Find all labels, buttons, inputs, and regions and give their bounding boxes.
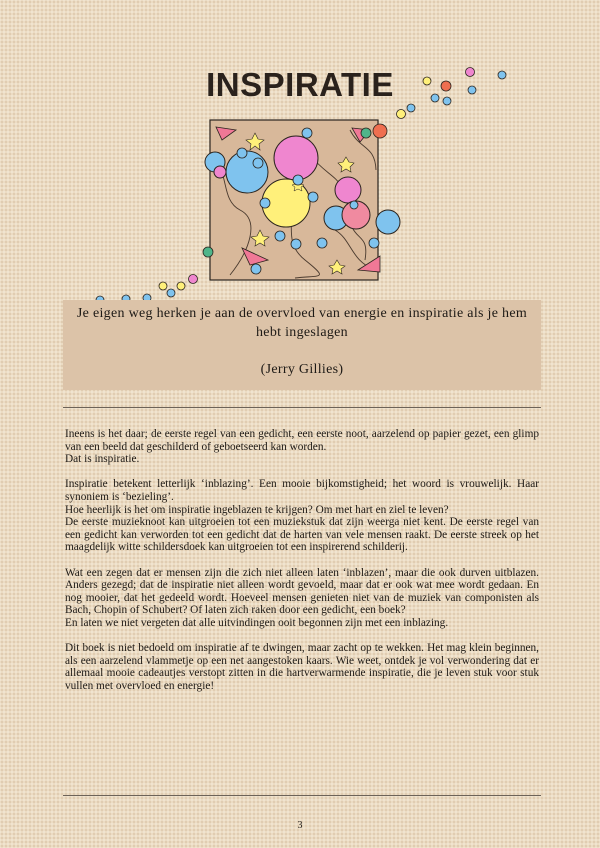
text-line: Dit boek is niet bedoeld om inspiratie af te dwingen, maar zacht op te wekken. Het mag klein beginnen, als een aarzelend vlammetje op een net aangestoken kaars. Wie weet, ontdek je vol verwondering dat er allemaal mooie cadeautjes verstopt zitten in die hartverwarmende inspiratie, die je leven stuk voor stuk vullen met overvloed en energie! <box>65 642 539 692</box>
divider-bottom <box>63 795 541 796</box>
paragraph-4 <box>65 642 539 692</box>
text-line: Ineens is het daar; de eerste regel van een gedicht, een eerste noot, aarzelend op papier gezet, een glimp van een beeld dat geschilderd of geboetseerd kan worden. <box>65 428 539 453</box>
quote-author: (Jerry Gillies) <box>260 362 344 377</box>
divider-top <box>63 407 541 408</box>
page-title: INSPIRATIE <box>206 66 394 103</box>
page-number: 3 <box>297 820 303 831</box>
paragraph-3 <box>65 567 539 630</box>
paragraph-1 <box>65 428 539 466</box>
text-line: En laten we niet vergeten dat alle uitvindingen ooit begonnen zijn met een inblazing. <box>65 616 449 629</box>
quote-text: Je eigen weg herken je aan de overvloed van energie en inspiratie als je hem hebt ingeslagen <box>76 306 528 340</box>
text-line: Inspiratie betekent letterlijk ‘inblazing’. Een mooie bijkomstigheid; het woord is vrouwelijk. Haar synoniem is ‘bezieling’. <box>65 478 539 503</box>
paragraph-2 <box>65 478 539 554</box>
text-line: De eerste muzieknoot kan uitgroeien tot een muziekstuk dat zijn weerga niet kent. De eerste regel van een gedicht kan verworden tot een gedicht dat de harten van vele mensen raakt. De eerste streek op het maagdelijk witte schildersdoek kan uitgroeien tot een inspirerend schilderij. <box>65 516 539 554</box>
body-text <box>65 428 539 705</box>
balloon-illustration <box>90 60 530 310</box>
text-line: Dat is inspiratie. <box>65 453 140 466</box>
text-line: Hoe heerlijk is het om inspiratie ingeblazen te krijgen? Om met hart en ziel te leven? <box>65 503 449 516</box>
text-line: Wat een zegen dat er mensen zijn die zich niet alleen laten ‘inblazen’, maar die ook durven uitblazen. Anders gezegd; dat de inspiratie niet alleen wordt gevoeld, maar dat er ook wat mee wordt gedaan. En nog mooier, dat het gedeeld wordt. Hoeveel mensen genieten niet van de muziek van componisten als Bach, Chopin of Schubert? Of laten zich raken door een gedicht, een boek? <box>65 566 539 617</box>
